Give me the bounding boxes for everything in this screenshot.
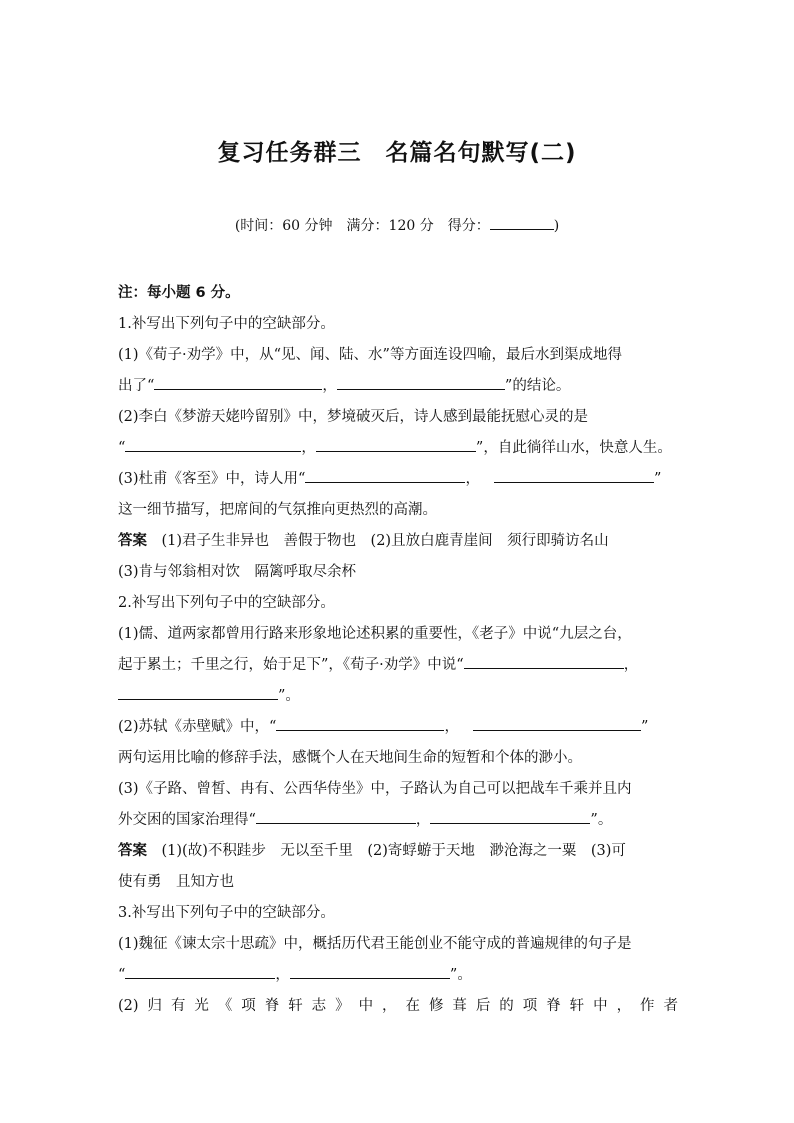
text-fragment: ， bbox=[415, 812, 431, 828]
question-3-2-text: (2)归有光《项脊轩志》中，在修葺后的项脊轩中，作者 bbox=[118, 998, 678, 1014]
answer-blank[interactable] bbox=[256, 809, 416, 824]
answer-blank[interactable] bbox=[290, 964, 450, 979]
text-fragment: 起于累土；千里之行，始于足下”，《荀子·劝学》中说“ bbox=[118, 657, 464, 673]
text-fragment: ， bbox=[275, 967, 290, 983]
question-2-2-blanks bbox=[118, 715, 678, 746]
text-fragment: “ bbox=[118, 440, 126, 456]
answer-blank[interactable] bbox=[316, 437, 476, 452]
score-blank[interactable] bbox=[490, 217, 554, 230]
note-line: 注：每小题 6 分。 bbox=[118, 285, 240, 301]
question-2-2-text: 两句运用比喻的修辞手法，感慨个人在天地间生命的短暂和个体的渺小。 bbox=[118, 750, 582, 766]
text-fragment: ”。 bbox=[449, 967, 472, 983]
text-fragment: ” bbox=[640, 719, 649, 735]
answer-blank[interactable] bbox=[337, 375, 505, 390]
answer-blank[interactable] bbox=[125, 437, 301, 452]
answer-blank[interactable] bbox=[305, 468, 465, 483]
answer-blank[interactable] bbox=[464, 654, 624, 669]
question-1-3-text: 这一细节描写，把席间的气氛推向更热烈的高潮。 bbox=[118, 502, 437, 518]
answer-blank[interactable] bbox=[276, 716, 444, 731]
answer-1-continued: (3)肯与邻翁相对饮 隔篱呼取尽余杯 bbox=[118, 564, 357, 580]
text-fragment: (3)杜甫《客至》中，诗人用“ bbox=[118, 471, 306, 487]
question-body bbox=[118, 281, 678, 1025]
text-fragment: 外交困的国家治理得“ bbox=[118, 812, 256, 828]
question-1-1-text: (1)《荀子·劝学》中，从“见、闻、陆、水”等方面连设四喻，最后水到渠成地得 bbox=[118, 347, 622, 363]
text-fragment: (2)苏轼《赤壁赋》中，“ bbox=[118, 719, 277, 735]
text-fragment: 出了“ bbox=[118, 378, 155, 394]
page-title: 复习任务群三 名篇名句默写(二) bbox=[217, 140, 577, 166]
exam-info-text: (时间：60 分钟 满分：120 分 得分： bbox=[234, 218, 490, 234]
text-fragment: ， bbox=[301, 440, 316, 456]
text-fragment: ”。 bbox=[278, 688, 300, 704]
text-fragment: “ bbox=[118, 967, 126, 983]
answer-text: (1)(故)不积跬步 无以至千里 (2)寄蜉蝣于天地 渺沧海之一粟 (3)可 bbox=[161, 843, 626, 859]
question-3-1-blanks bbox=[118, 963, 678, 994]
answer-label: 答案 bbox=[118, 533, 147, 549]
question-3-1-text: (1)魏征《谏太宗十思疏》中，概括历代君王能创业不能守成的普遍规律的句子是 bbox=[118, 936, 632, 952]
answer-blank[interactable] bbox=[118, 685, 278, 700]
answer-blank[interactable] bbox=[154, 375, 322, 390]
text-fragment: ” bbox=[653, 471, 662, 487]
question-1-heading: 1.补写出下列句子中的空缺部分。 bbox=[118, 316, 335, 332]
answer-blank[interactable] bbox=[473, 716, 641, 731]
text-fragment: ， bbox=[322, 378, 337, 394]
text-fragment: ， bbox=[623, 657, 639, 673]
answer-blank[interactable] bbox=[125, 964, 275, 979]
question-1-2-text: (2)李白《梦游天姥吟留别》中，梦境破灭后，诗人感到最能抚慰心灵的是 bbox=[118, 409, 589, 425]
question-1-3-blanks bbox=[118, 467, 678, 498]
question-2-3-text: (3)《子路、曾皙、冉有、公西华侍坐》中，子路认为自己可以把战车千乘并且内 bbox=[118, 781, 632, 797]
answer-text: (1)君子生非异也 善假于物也 (2)且放白鹿青崖间 须行即骑访名山 bbox=[161, 533, 609, 549]
answer-label: 答案 bbox=[118, 843, 147, 859]
answer-blank[interactable] bbox=[494, 468, 654, 483]
exam-info bbox=[0, 215, 794, 235]
text-fragment: ， bbox=[465, 471, 480, 487]
question-2-heading: 2.补写出下列句子中的空缺部分。 bbox=[118, 595, 335, 611]
question-2-1-blanks-cont bbox=[118, 684, 678, 715]
question-2-1-blanks bbox=[118, 653, 678, 684]
answer-blank[interactable] bbox=[430, 809, 590, 824]
question-1-1-blanks bbox=[118, 374, 678, 405]
answer-2 bbox=[118, 839, 678, 870]
question-3-heading: 3.补写出下列句子中的空缺部分。 bbox=[118, 905, 335, 921]
question-1-2-blanks bbox=[118, 436, 678, 467]
text-fragment: ”的结论。 bbox=[504, 378, 571, 394]
answer-2-continued: 使有勇 且知方也 bbox=[118, 874, 234, 890]
text-fragment: ”。 bbox=[590, 812, 613, 828]
exam-info-close: ) bbox=[553, 218, 560, 234]
text-fragment: ”，自此徜徉山水，快意人生。 bbox=[475, 440, 672, 456]
answer-1 bbox=[118, 529, 678, 560]
question-2-3-blanks bbox=[118, 808, 678, 839]
question-2-1-text: (1)儒、道两家都曾用行路来形象地论述积累的重要性，《老子》中说“九层之台， bbox=[118, 626, 632, 642]
text-fragment: ， bbox=[444, 719, 459, 735]
